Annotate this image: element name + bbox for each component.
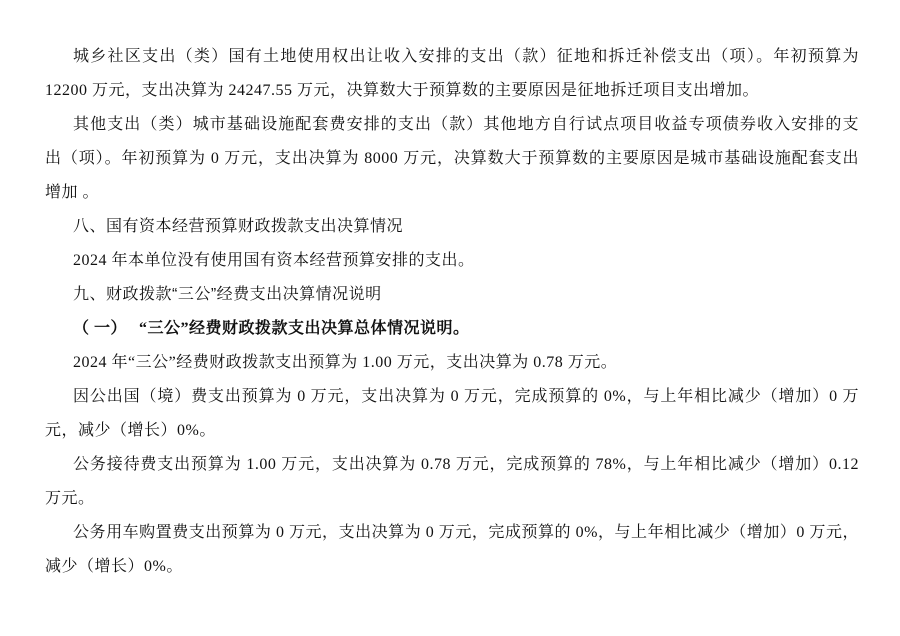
paragraph-land-compensation	[45, 40, 859, 108]
text-line: 因公出国（境）费支出预算为 0 万元，支出决算为 0 万元，完成预算的 0%，与上年相比减少（增加）0 万	[73, 388, 859, 405]
text-line: 出（项）。年初预算为 0 万元，支出决算为 8000 万元，决算数大于预算数的主要原因是城市基础设施配套支出	[45, 150, 859, 167]
subsection-title: “三公”经费财政拨款支出决算总体情况说明。	[139, 320, 470, 337]
paragraph-overseas-travel	[45, 380, 859, 448]
text-line: 公务用车购置费支出预算为 0 万元，支出决算为 0 万元，完成预算的 0%，与上年相比减少（增加）0 万元，	[73, 524, 859, 541]
text-line: 增加 。	[45, 184, 100, 201]
text-line: 12200 万元，支出决算为 24247.55 万元，决算数大于预算数的主要原因是征地拆迁项目支出增加。	[45, 82, 760, 99]
paragraph-official-reception	[45, 448, 859, 516]
paragraph-state-capital: 2024 年本单位没有使用国有资本经营预算安排的支出。	[73, 252, 475, 269]
section-heading-8: 八、国有资本经营预算财政拨款支出决算情况	[73, 218, 404, 235]
text-line: 减少（增长）0%。	[45, 558, 183, 575]
paragraph-vehicle-purchase	[45, 516, 859, 584]
text-line: 公务接待费支出预算为 1.00 万元，支出决算为 0.78 万元，完成预算的 78%，与上年相比减少（增加）0.12	[73, 456, 859, 473]
text-line: 万元。	[45, 490, 95, 507]
text-line: 元，减少（增长）0%。	[45, 422, 216, 439]
text-line: 其他支出（类）城市基础设施配套费安排的支出（款）其他地方自行试点项目收益专项债券收入安排的支	[73, 116, 859, 133]
subsection-number: （ 一）	[73, 320, 128, 337]
section-heading-9: 九、财政拨款“三公”经费支出决算情况说明	[73, 286, 382, 303]
paragraph-three-public-total: 2024 年“三公”经费财政拨款支出预算为 1.00 万元，支出决算为 0.78 万元。	[73, 354, 618, 371]
text-line: 城乡社区支出（类）国有土地使用权出让收入安排的支出（款）征地和拆迁补偿支出（项）。年初预算为	[73, 48, 859, 65]
subsection-heading-1	[45, 312, 859, 346]
paragraph-other-expenditure	[45, 108, 859, 210]
